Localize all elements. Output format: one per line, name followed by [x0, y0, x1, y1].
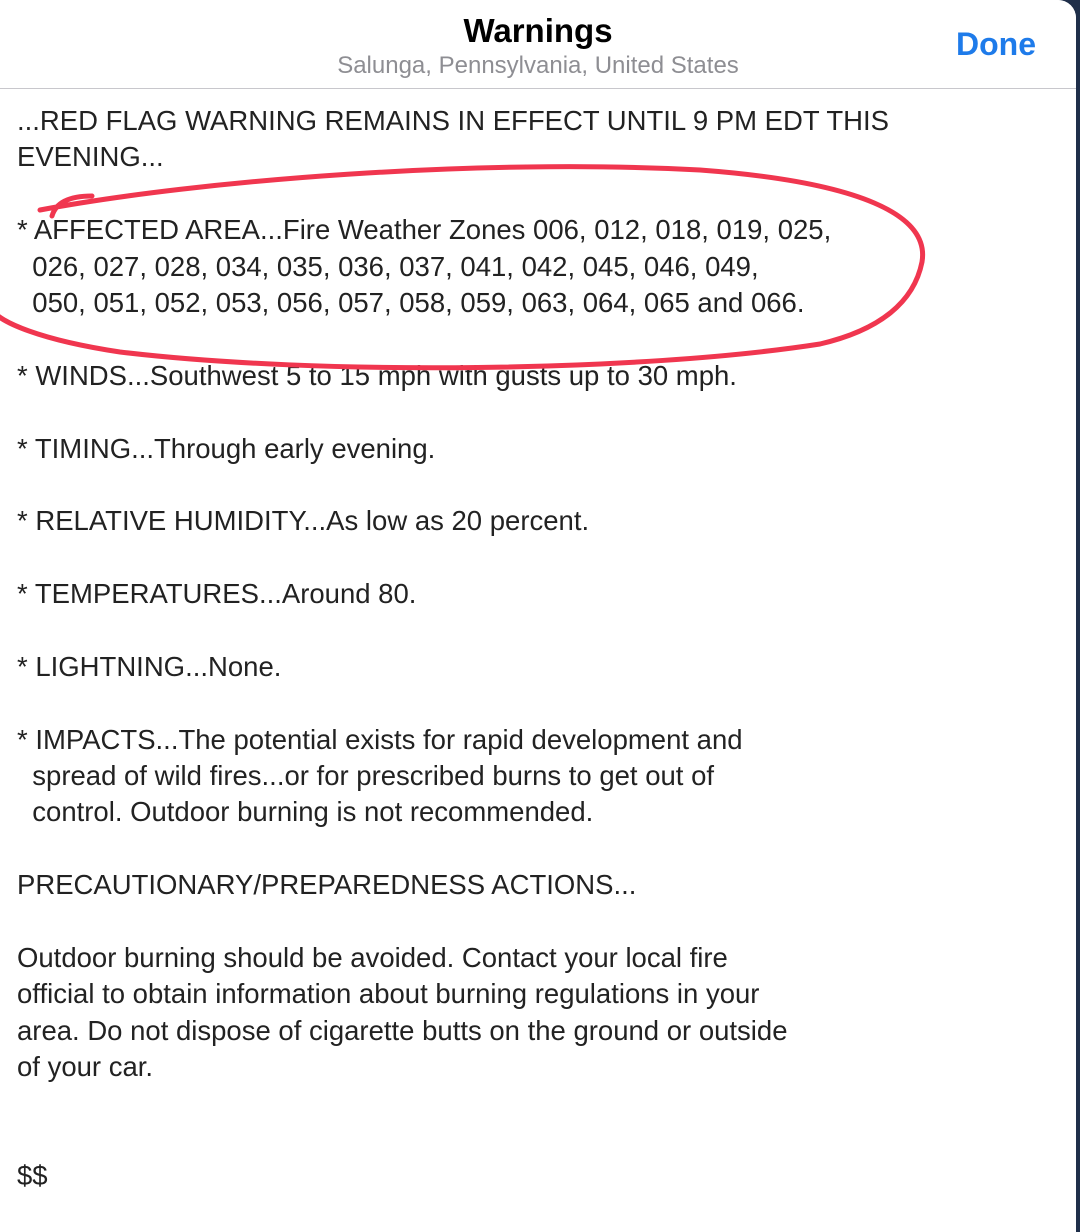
headline-line-2: EVENING... [17, 141, 164, 173]
warning-text[interactable] [17, 103, 1057, 1195]
location-subtitle: Salunga, Pennsylvania, United States [337, 52, 739, 79]
done-button[interactable]: Done [956, 26, 1036, 62]
footer-marker: $$ [17, 1160, 48, 1192]
timing-line: * TIMING...Through early evening. [17, 432, 436, 464]
spacer [17, 540, 1057, 576]
spacer [17, 176, 1057, 212]
navigation-bar [0, 0, 1076, 89]
affected-area-line-3: 050, 051, 052, 053, 056, 057, 058, 059, 063, 064, 065 and 066. [17, 286, 805, 318]
actions-line-1: Outdoor burning should be avoided. Contact your local fire [17, 941, 728, 973]
headline-line-1: ...RED FLAG WARNING REMAINS IN EFFECT UNTIL 9 PM EDT THIS [17, 105, 889, 136]
actions-line-3: area. Do not dispose of cigarette butts on the ground or outside [17, 1014, 788, 1046]
affected-area-line-2: 026, 027, 028, 034, 035, 036, 037, 041, 042, 045, 046, 049, [17, 250, 759, 282]
impacts-line-1: * IMPACTS...The potential exists for rapid development and [17, 723, 743, 755]
temperatures-line: * TEMPERATURES...Around 80. [17, 578, 417, 610]
spacer [17, 394, 1057, 430]
winds-line: * WINDS...Southwest 5 to 15 mph with gusts up to 30 mph. [17, 359, 737, 391]
actions-line-2: official to obtain information about burning regulations in your [17, 978, 760, 1010]
affected-area-line-1: * AFFECTED AREA...Fire Weather Zones 006, 012, 018, 019, 025, [17, 214, 832, 246]
spacer [17, 1086, 1057, 1122]
spacer [17, 1122, 1057, 1158]
spacer [17, 612, 1057, 648]
spacer [17, 831, 1057, 867]
actions-heading: PRECAUTIONARY/PREPAREDNESS ACTIONS... [17, 869, 637, 901]
impacts-line-3: control. Outdoor burning is not recommended. [17, 796, 594, 828]
actions-line-4: of your car. [17, 1051, 154, 1083]
impacts-line-2: spread of wild fires...or for prescribed burns to get out of [17, 760, 715, 792]
spacer [17, 321, 1057, 357]
page-title: Warnings [463, 12, 613, 49]
humidity-line: * RELATIVE HUMIDITY...As low as 20 percent. [17, 505, 590, 537]
spacer [17, 685, 1057, 721]
spacer [17, 467, 1057, 503]
spacer [17, 904, 1057, 940]
lightning-line: * LIGHTNING...None. [17, 650, 282, 682]
